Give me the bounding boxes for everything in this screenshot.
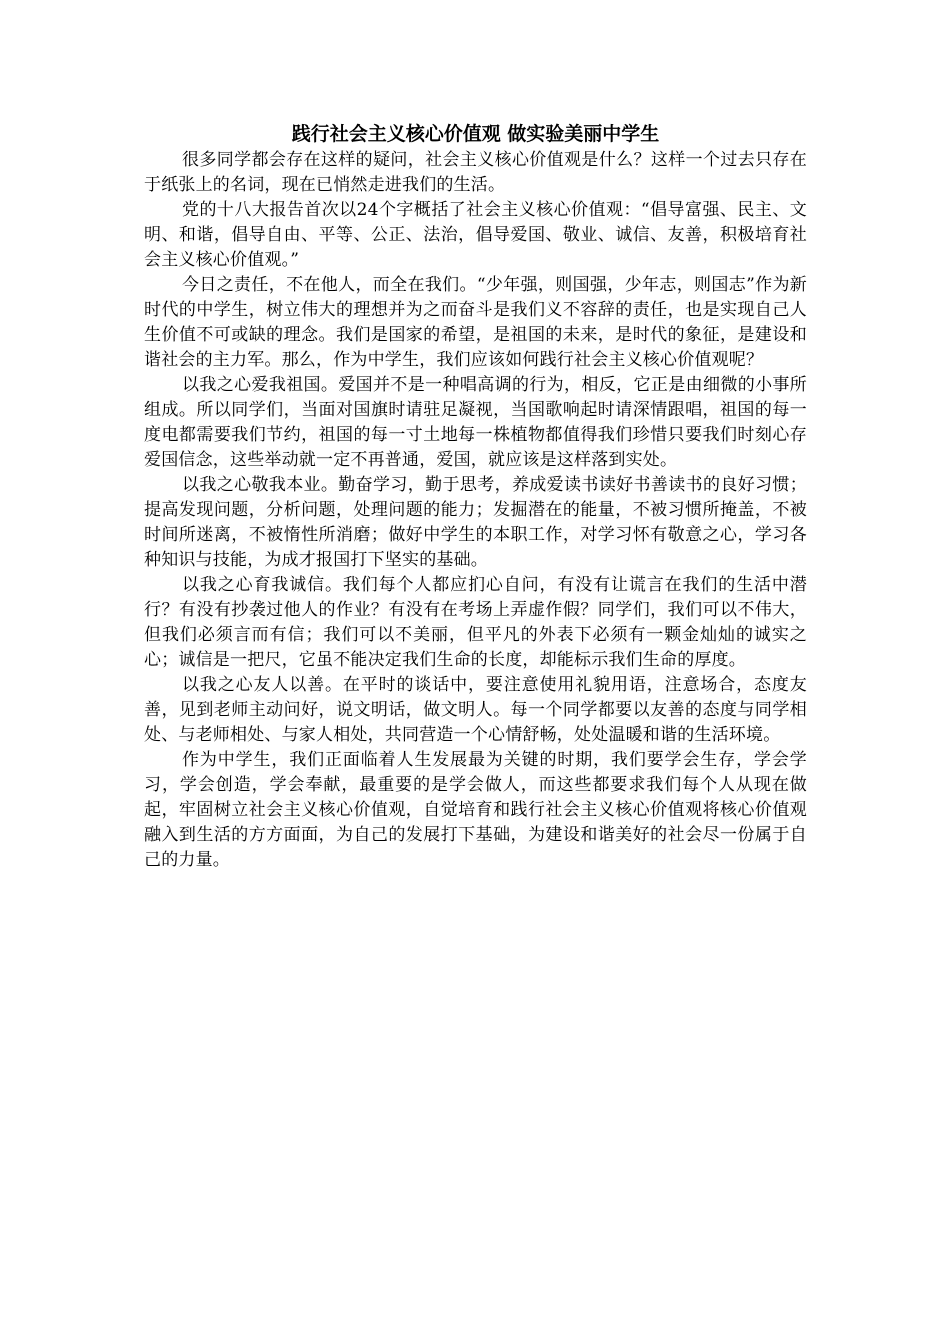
document-title: 践行社会主义核心价值观 做实验美丽中学生 [291,123,660,145]
paragraph-core-values: 党的十八大报告首次以24个字概括了社会主义核心价值观：“倡导富强、民主、文明、和谐，倡导自由、平等、公正、法治，倡导爱国、敬业、诚信、友善，积极培育社会主义核心价值观。” [144,200,807,270]
paragraph-conclusion: 作为中学生，我们正面临着人生发展最为关键的时期，我们要学会生存，学会学习，学会创造，学会奉献，最重要的是学会做人，而这些都要求我们每个人从现在做起，牢固树立社会主义核心价值观，自觉培育和践行社会主义核心价值观将核心价值观融入到生活的方方面面，为自己的发展打下基础，为建设和谐美好的社会尽一份属于自己的力量。 [144,750,807,870]
paragraph-friendliness: 以我之心友人以善。在平时的谈话中，要注意使用礼貌用语，注意场合，态度友善，见到老师主动问好，说文明话，做文明人。每一个同学都要以友善的态度与同学相处、与老师相处、与家人相处，共同营造一个心情舒畅，处处温暖和谐的生活环境。 [144,675,807,745]
paragraph-intro: 很多同学都会存在这样的疑问，社会主义核心价值观是什么？这样一个过去只存在于纸张上的名词，现在已悄然走进我们的生活。 [144,150,807,195]
paragraph-dedication: 以我之心敬我本业。勤奋学习，勤于思考，养成爱读书读好书善读书的良好习惯；提高发现问题，分析问题，处理问题的能力；发掘潜在的能量，不被习惯所掩盖，不被时间所迷离，不被惰性所消磨；做好中学生的本职工作，对学习怀有敬意之心，学习各种知识与技能，为成才报国打下坚实的基础。 [144,475,807,570]
document-body [144,120,807,873]
paragraph-patriotism: 以我之心爱我祖国。爱国并不是一种唱高调的行为，相反，它正是由细微的小事所组成。所以同学们，当面对国旗时请驻足凝视，当国歌响起时请深情跟唱，祖国的每一度电都需要我们节约，祖国的每一寸土地每一株植物都值得我们珍惜只要我们时刻心存爱国信念，这些举动就一定不再普通，爱国，就应该是这样落到实处。 [144,375,807,470]
paragraph-responsibility: 今日之责任，不在他人，而全在我们。“少年强，则国强，少年志，则国志”作为新时代的中学生，树立伟大的理想并为之而奋斗是我们义不容辞的责任，也是实现自己人生价值不可或缺的理念。我们是国家的希望，是祖国的未来，是时代的象征，是建设和谐社会的主力军。那么，作为中学生，我们应该如何践行社会主义核心价值观呢？ [144,275,807,370]
paragraph-integrity: 以我之心育我诚信。我们每个人都应扪心自问，有没有让谎言在我们的生活中潜行？有没有抄袭过他人的作业？有没有在考场上弄虚作假？同学们，我们可以不伟大，但我们必须言而有信；我们可以不美丽，但平凡的外表下必须有一颗金灿灿的诚实之心；诚信是一把尺，它虽不能决定我们生命的长度，却能标示我们生命的厚度。 [144,575,807,670]
